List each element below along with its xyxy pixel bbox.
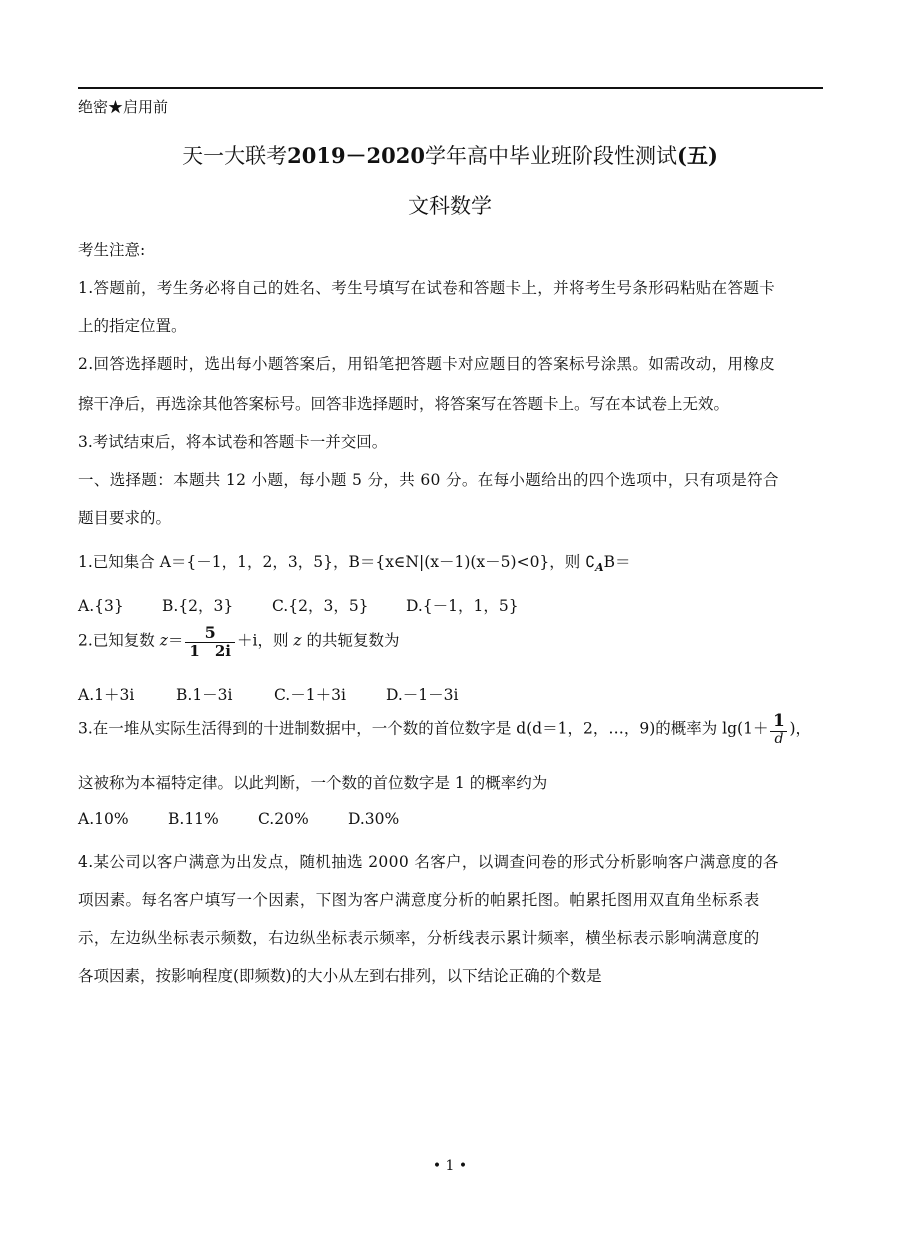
question-3-option-a: A.10% xyxy=(78,810,129,828)
notice-item-2-line-2: 擦干净后，再选涂其他答案标号。回答非选择题时，将答案写在答题卡上。写在本试卷上无效。 xyxy=(78,395,730,413)
confidential-label: 绝密★启用前 xyxy=(78,98,169,116)
notice-item-1-line-2: 上的指定位置。 xyxy=(78,317,187,335)
question-4-line-3: 示，左边纵坐标表示频数，右边纵坐标表示频率，分析线表示累计频率，横坐标表示影响满意度的 xyxy=(78,929,760,947)
notice-item-2-line-1: 2.回答选择题时，选出每小题答案后，用铅笔把答题卡对应题目的答案标号涂黑。如需改动，用橡皮 xyxy=(78,355,776,373)
question-2-stem xyxy=(78,624,399,659)
question-1-stem xyxy=(78,550,631,574)
question-1-option-a: A.{3} xyxy=(78,597,124,615)
exam-subject: 文科数学 xyxy=(408,194,492,218)
header-rule xyxy=(78,87,823,89)
question-3-text-b: )， xyxy=(789,719,811,738)
question-3-line-2: 这被称为本福特定律。以此判断，一个数的首位数字是 1 的概率约为 xyxy=(78,774,548,792)
notice-item-3: 3.考试结束后，将本试卷和答题卡一并交回。 xyxy=(78,433,388,451)
notice-item-1-line-1: 1.答题前，考生务必将自己的姓名、考生号填写在试卷和答题卡上，并将考生号条形码粘贴在答题卡 xyxy=(78,279,776,297)
question-2-text-a: 2.已知复数 xyxy=(78,631,160,650)
question-4-line-2: 项因素。每名客户填写一个因素，下图为客户满意度分析的帕累托图。帕累托图用双直角坐标系表 xyxy=(78,891,760,909)
title-years: 2019－2020 xyxy=(287,143,426,168)
question-3-options xyxy=(78,810,399,828)
question-3-option-c: C.20% xyxy=(258,810,309,828)
section-1-line-1: 一、选择题：本题共 12 小题，每小题 5 分，共 60 分。在每小题给出的四个选项中，只有项是符合 xyxy=(78,471,779,489)
notice-heading: 考生注意: xyxy=(78,241,146,259)
question-3-fraction xyxy=(770,712,787,747)
fraction-denominator: 1 2i xyxy=(189,641,231,660)
title-paren: (五) xyxy=(677,143,718,168)
question-2-fraction xyxy=(185,624,235,659)
question-4-line-4: 各项因素，按影响程度(即频数)的大小从左到右排列，以下结论正确的个数是 xyxy=(78,967,602,985)
fraction-numerator: 5 xyxy=(185,624,235,643)
question-2-option-c: C.－1＋3i xyxy=(274,686,346,704)
question-2-option-b: B.1－3i xyxy=(176,686,233,704)
exam-title xyxy=(0,140,900,170)
question-2-var-z: z xyxy=(159,631,168,650)
question-1-text: 1.已知集合 A＝{－1，1，2，3，5}，B＝{x∈N|(x－1)(x－5)<0}，则 ∁ xyxy=(78,553,596,571)
question-2-text-c: 的共轭复数为 xyxy=(301,631,400,650)
question-3-text-a: 3.在一堆从实际生活得到的十进制数据中，一个数的首位数字是 d(d＝1，2，…，9)的概率为 lg(1＋ xyxy=(78,719,769,738)
question-1-tail: B＝ xyxy=(603,553,631,571)
question-2-option-a: A.1＋3i xyxy=(78,686,135,704)
section-1-line-2: 题目要求的。 xyxy=(78,509,172,527)
question-4-line-1: 4.某公司以客户满意为出发点，随机抽选 2000 名客户，以调查问卷的形式分析影响客户满意度的各 xyxy=(78,853,779,871)
question-2-text-b: ＋i，则 xyxy=(236,631,294,650)
question-2-options xyxy=(78,683,458,705)
question-3-option-b: B.11% xyxy=(168,810,219,828)
question-3-option-d: D.30% xyxy=(348,810,400,828)
question-1-option-c: C.{2，3，5} xyxy=(272,597,369,615)
question-1-option-d: D.{－1，1，5} xyxy=(406,597,519,615)
complement-subscript: A xyxy=(595,561,604,575)
question-2-eq: ＝ xyxy=(167,631,184,650)
title-prefix: 天一大联考 xyxy=(182,144,288,168)
question-1-options xyxy=(78,594,519,616)
question-2-var-z-2: z xyxy=(293,631,302,650)
question-3-line-1 xyxy=(78,712,811,747)
fraction-denominator: d xyxy=(774,730,784,747)
page-number: • 1 • xyxy=(432,1158,468,1174)
question-2-option-d: D.－1－3i xyxy=(386,686,459,704)
fraction-numerator: 1 xyxy=(770,712,787,732)
title-suffix: 学年高中毕业班阶段性测试 xyxy=(425,144,678,168)
question-1-option-b: B.{2，3} xyxy=(162,597,234,615)
